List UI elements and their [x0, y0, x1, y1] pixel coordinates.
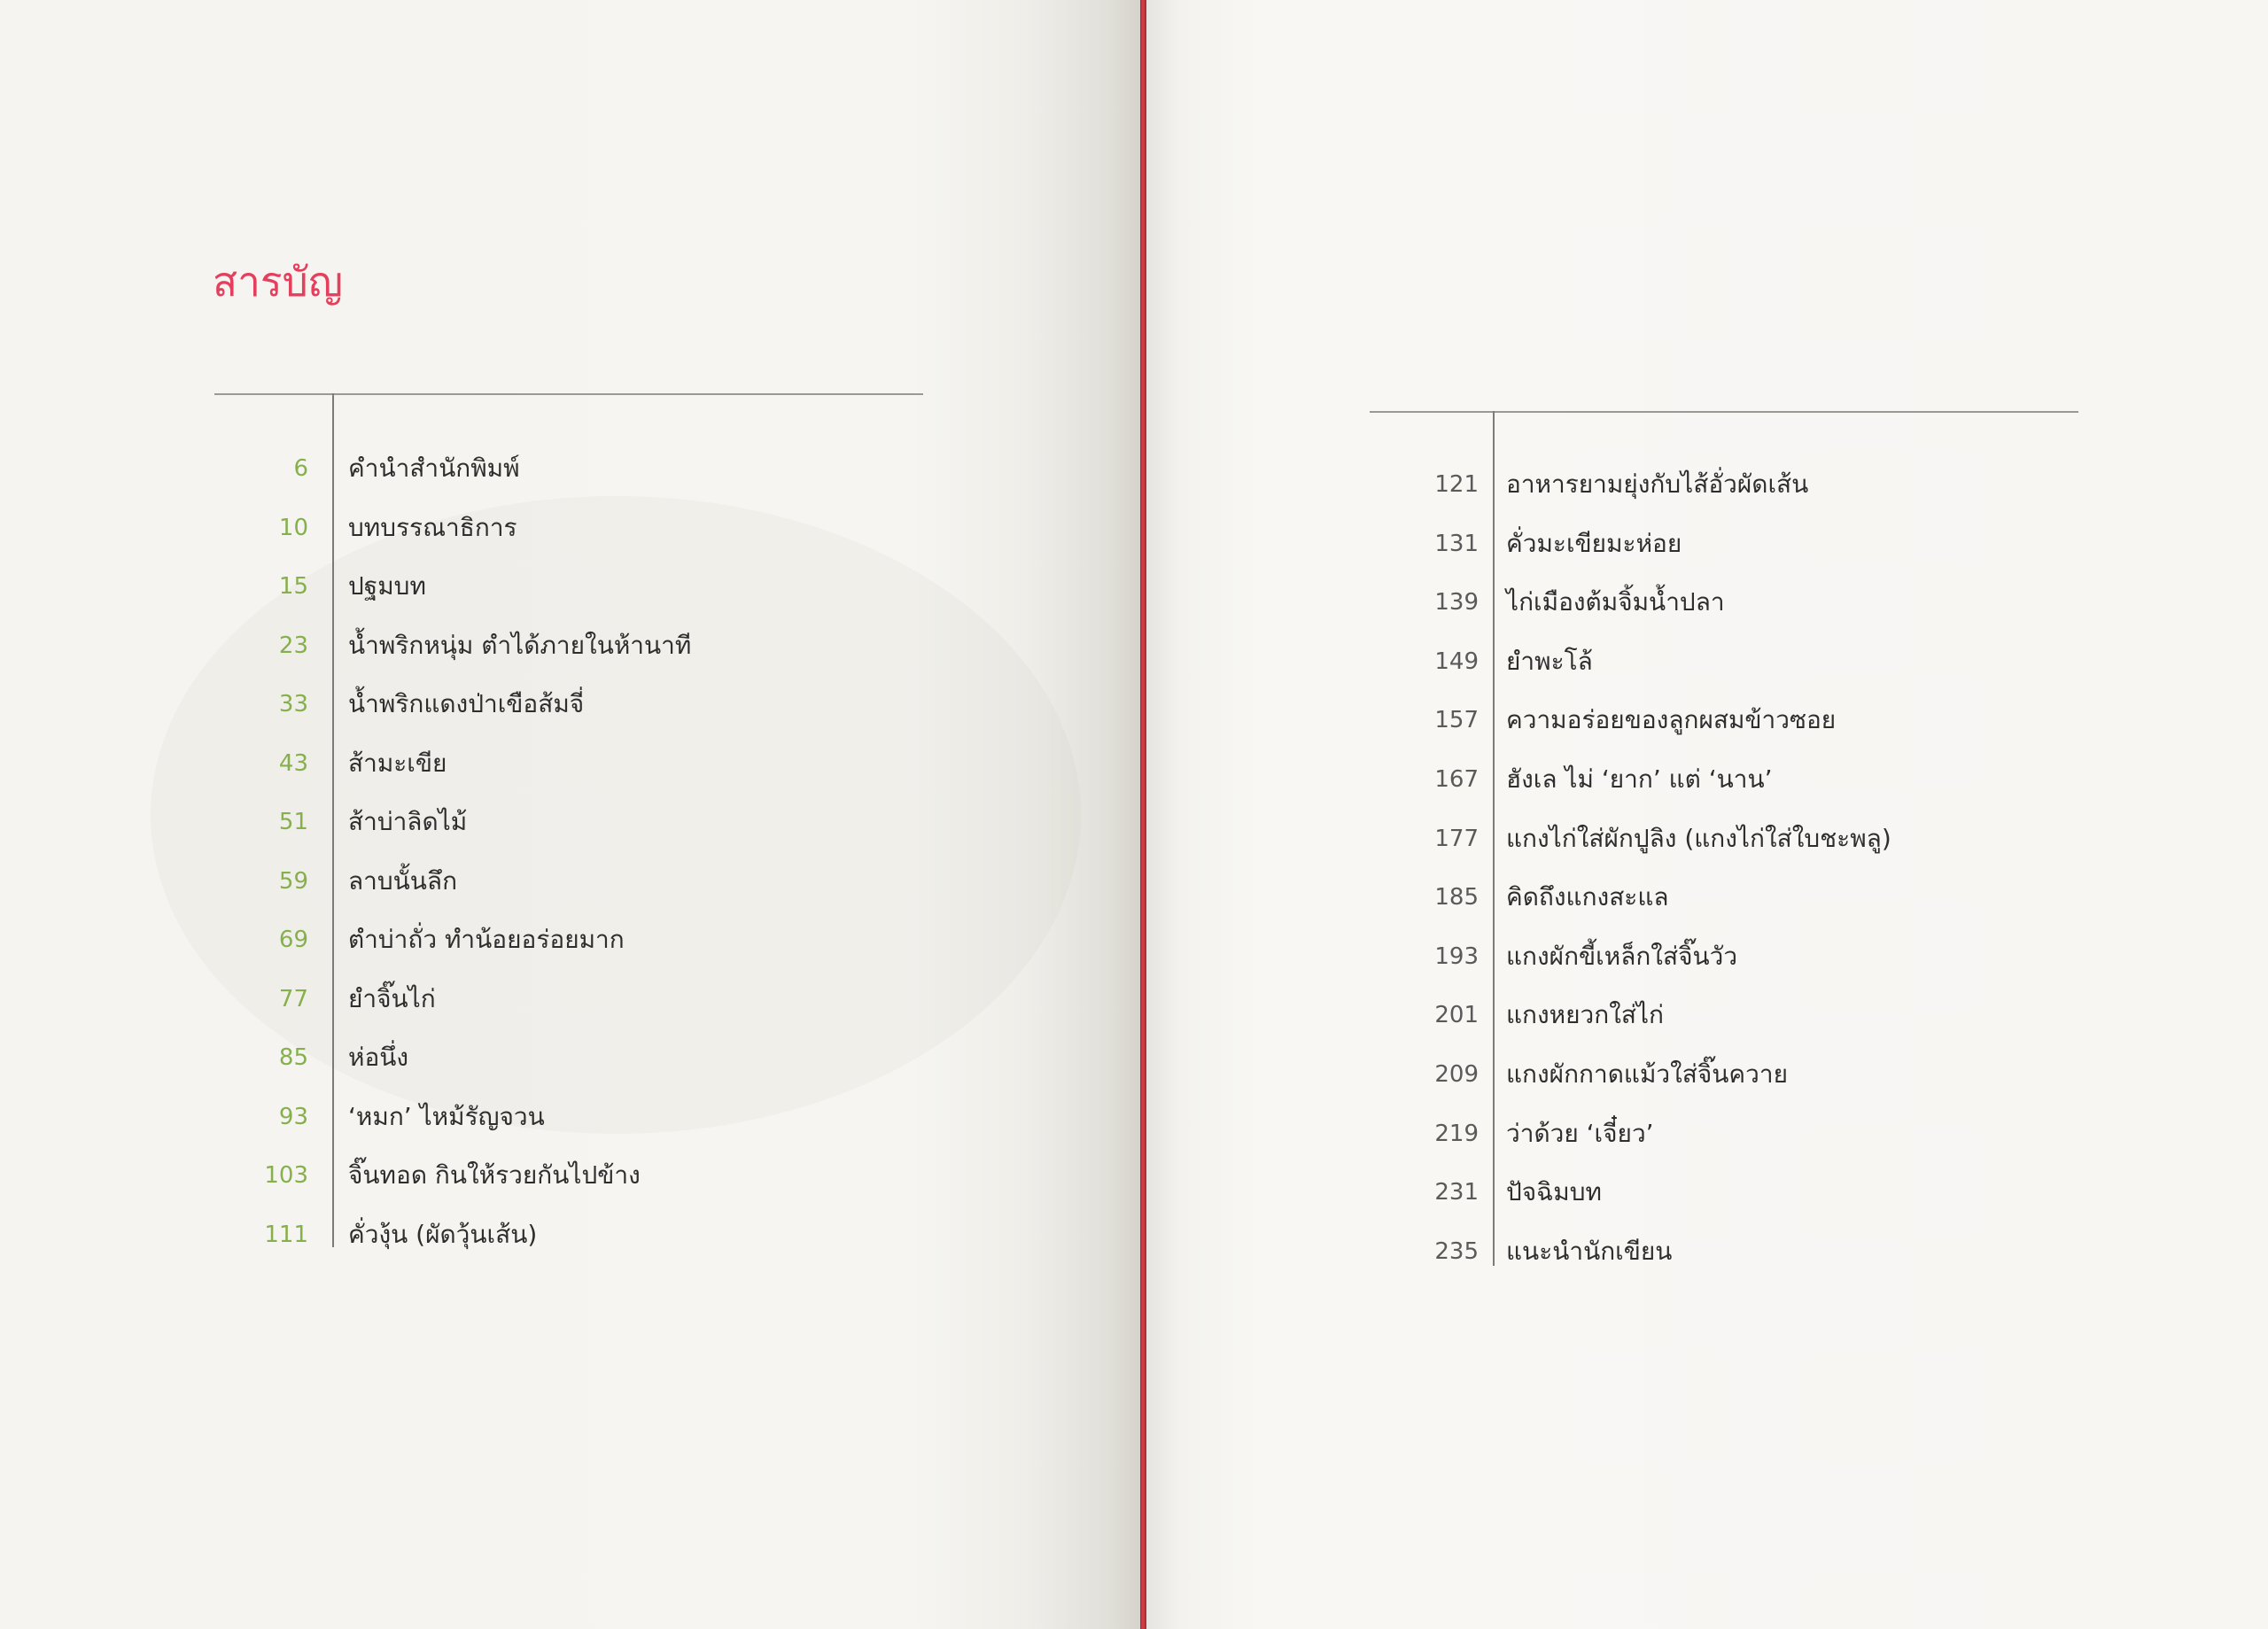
- toc-entry: [0, 819, 2268, 858]
- toc-entry: [0, 1232, 2268, 1271]
- page-number: 121: [1434, 471, 1479, 498]
- page-number: 15: [278, 573, 308, 600]
- entry-title: คิดถึงแกงสะแล: [1506, 882, 1669, 912]
- toc-entry: [0, 465, 2268, 504]
- toc-entry: [0, 1055, 2268, 1094]
- page-number: 231: [1434, 1179, 1479, 1206]
- entry-title: แกงผักกาดแม้วใส่จิ๊นควาย: [1506, 1059, 1789, 1089]
- page-number: 85: [278, 1044, 308, 1071]
- page-number: 43: [278, 749, 308, 777]
- page-number: 131: [1434, 530, 1479, 557]
- entry-title: ความอร่อยของลูกผสมข้าวซอย: [1506, 705, 1837, 735]
- entry-title: น้ำพริกแดงป่าเขือส้มจี่: [348, 689, 585, 718]
- page-number: 139: [1434, 589, 1479, 617]
- page-number: 193: [1434, 942, 1479, 970]
- page-number: 77: [278, 985, 308, 1012]
- entry-title: ห่อนึ่ง: [348, 1043, 409, 1072]
- entry-title: ฮังเล ไม่ ‘ยาก’ แต่ ‘นาน’: [1506, 764, 1773, 794]
- entry-title: ‘หมก’ ไหม้รัญจวน: [348, 1101, 545, 1131]
- entry-title: คำนำสำนักพิมพ์: [348, 454, 520, 483]
- toc-entry: [0, 583, 2268, 622]
- page-number: 201: [1434, 1002, 1479, 1029]
- toc-entry: [0, 996, 2268, 1035]
- entry-title: แกงผักขี้เหล็กใส่จิ๊นวัว: [1506, 941, 1738, 971]
- toc-entry: [0, 701, 2268, 740]
- page-number: 69: [278, 927, 308, 953]
- page-number: 177: [1434, 825, 1479, 852]
- entry-title: ลาบนั้นลึก: [348, 865, 458, 896]
- toc-entry: [0, 524, 2268, 563]
- page-number: 93: [278, 1103, 308, 1130]
- entry-title: ว่าด้วย ‘เจี๋ยว’: [1506, 1118, 1654, 1148]
- entry-title: คั่วมะเขียมะห่อย: [1506, 528, 1682, 558]
- entry-title: แกงหยวกใส่ไก่: [1506, 1000, 1665, 1030]
- page-number: 10: [278, 514, 308, 541]
- toc-entry: [0, 1114, 2268, 1153]
- entry-title: ไก่เมืองต้มจิ้มน้ำปลา: [1506, 587, 1725, 617]
- entry-title: ยำจิ๊นไก่: [348, 983, 436, 1013]
- page-number: 23: [278, 632, 308, 659]
- page-title: สารบัญ: [213, 258, 344, 306]
- entry-title: ปฐมบท: [348, 571, 426, 601]
- page-number: 103: [264, 1162, 308, 1189]
- page-number: 33: [278, 691, 308, 718]
- toc-entry: [0, 878, 2268, 917]
- toc-entry: [0, 642, 2268, 681]
- page-number: 167: [1434, 766, 1479, 793]
- toc-entry: [0, 937, 2268, 976]
- entry-title: แนะนำนักเขียน: [1506, 1236, 1673, 1266]
- page-number: 185: [1434, 884, 1479, 911]
- entry-title: ปัจฉิมบท: [1506, 1177, 1602, 1207]
- page-number: 149: [1434, 648, 1479, 675]
- page-number: 219: [1434, 1120, 1479, 1147]
- entry-title: คั่วงุ้น (ผัดวุ้นเส้น): [348, 1219, 538, 1249]
- entry-title: ตำบ่าถั่ว ทำน้อยอร่อยมาก: [348, 925, 625, 954]
- page-number: 157: [1434, 707, 1479, 734]
- page-number: 235: [1434, 1237, 1479, 1265]
- toc-entry: [0, 760, 2268, 799]
- entry-title: น้ำพริกหนุ่ม ตำได้ภายในห้านาที: [348, 630, 692, 660]
- entry-title: จิ๊นทอด กินให้รวยกันไปข้าง: [348, 1160, 641, 1190]
- page-number: 209: [1434, 1061, 1479, 1088]
- page-number: 51: [278, 809, 308, 835]
- toc-entry: [0, 1173, 2268, 1212]
- entry-title: ส้ามะเขีย: [348, 748, 447, 778]
- page-number: 59: [278, 867, 308, 895]
- entry-title: อาหารยามยุ่งกับไส้อั่วผัดเส้น: [1506, 469, 1809, 499]
- entry-title: บทบรรณาธิการ: [348, 512, 517, 542]
- entry-title: ยำพะโล้: [1506, 646, 1593, 676]
- entry-title: แกงไก่ใส่ผักปูลิง (แกงไก่ใส่ใบชะพลู): [1506, 823, 1891, 853]
- page-number: 6: [293, 455, 308, 482]
- entry-title: ส้าบ่าลิดไม้: [348, 807, 468, 836]
- page-number: 111: [264, 1221, 308, 1248]
